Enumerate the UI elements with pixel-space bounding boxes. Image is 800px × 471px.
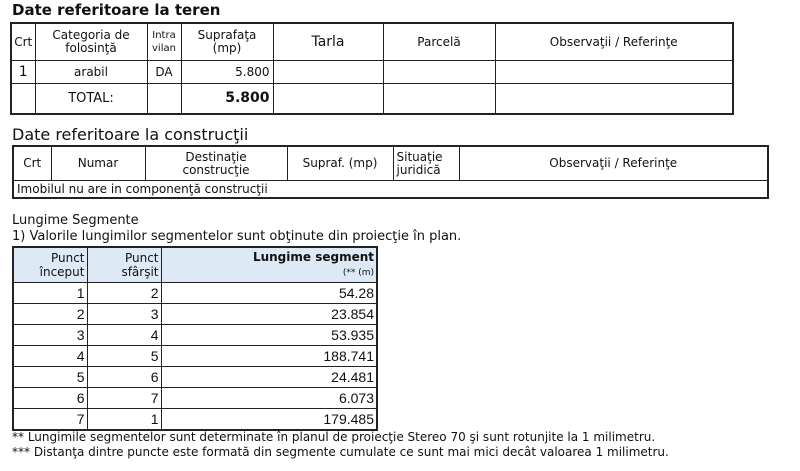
header-suprafata: Suprafaţa (mp)	[181, 23, 273, 61]
teren-table	[10, 22, 734, 115]
cell-end: 2	[87, 283, 161, 304]
cell-length: 24.481	[161, 367, 377, 388]
cell-end: 4	[87, 325, 161, 346]
footnote-distance: *** Distanţa dintre puncte este formată din segmente cumulate ce sunt mai mici decât valoarea 1 milimetru.	[12, 445, 669, 459]
table-row	[13, 181, 768, 199]
header-destinatie: Destinaţie construcţie	[145, 146, 287, 181]
header-observatii: Observaţii / Referinţe	[459, 146, 768, 181]
table-row	[13, 283, 377, 304]
header-observatii: Observaţii / Referinţe	[495, 23, 733, 61]
cell-length: 54.28	[161, 283, 377, 304]
cell-length: 6.073	[161, 388, 377, 409]
cell-length: 53.935	[161, 325, 377, 346]
header-crt: Crt	[11, 23, 35, 61]
header-numar: Numar	[51, 146, 145, 181]
header-punct-sfarsit: Punct sfârşit	[87, 247, 161, 283]
cell-parcela	[383, 61, 495, 84]
segmente-section-title: Lungime Segmente	[12, 213, 139, 228]
header-supraf: Supraf. (mp)	[287, 146, 393, 181]
header-parcela: Parcelă	[383, 23, 495, 61]
cell-categoria: arabil	[35, 61, 147, 84]
cell-start: 4	[13, 346, 87, 367]
cell-observatii	[495, 61, 733, 84]
header-tarla: Tarla	[273, 23, 383, 61]
header-punct-inceput: Punct început	[13, 247, 87, 283]
header-intravilan: Intra vilan	[147, 23, 181, 61]
cell-length: 188.741	[161, 346, 377, 367]
table-row	[13, 367, 377, 388]
constructii-section-title: Date referitoare la construcţii	[12, 125, 249, 144]
table-row	[13, 304, 377, 325]
constructii-header-row	[13, 146, 768, 181]
empty-message: Imobilul nu are in componenţă construcţii	[13, 181, 768, 199]
cell-start: 5	[13, 367, 87, 388]
header-crt: Crt	[13, 146, 51, 181]
cell-start: 6	[13, 388, 87, 409]
table-row	[11, 61, 733, 84]
teren-section-title: Date referitoare la teren	[12, 1, 221, 19]
cell-suprafata: 5.800	[181, 61, 273, 84]
cell-end: 7	[87, 388, 161, 409]
cell-crt: 1	[11, 61, 35, 84]
cell-start: 3	[13, 325, 87, 346]
cell-start: 1	[13, 283, 87, 304]
table-row	[13, 346, 377, 367]
cell-end: 5	[87, 346, 161, 367]
cell-length: 23.854	[161, 304, 377, 325]
cell-length: 179.485	[161, 409, 377, 431]
footnote-rounding: ** Lungimile segmentelor sunt determinate în planul de proiecţie Stereo 70 şi sunt rotunjite la 1 milimetru.	[12, 430, 656, 444]
table-row	[13, 388, 377, 409]
header-categoria: Categoria de folosinţă	[35, 23, 147, 61]
cell-start: 2	[13, 304, 87, 325]
table-row	[13, 409, 377, 431]
cell-start: 7	[13, 409, 87, 431]
cell-intravilan: DA	[147, 61, 181, 84]
cell-end: 3	[87, 304, 161, 325]
cell-end: 1	[87, 409, 161, 431]
table-row	[13, 325, 377, 346]
total-value: 5.800	[181, 84, 273, 114]
segmente-subtitle: 1) Valorile lungimilor segmentelor sunt obţinute din proiecţie în plan.	[12, 229, 462, 244]
header-situatie: Situaţie juridică	[393, 146, 459, 181]
total-row	[11, 84, 733, 114]
cell-end: 6	[87, 367, 161, 388]
header-lungime: Lungime segment (** (m)	[161, 247, 377, 283]
cell-tarla	[273, 61, 383, 84]
constructii-table	[12, 145, 769, 199]
segmente-table	[12, 246, 378, 431]
segmente-header-row	[13, 247, 377, 283]
total-label: TOTAL:	[35, 84, 147, 114]
teren-header-row	[11, 23, 733, 61]
